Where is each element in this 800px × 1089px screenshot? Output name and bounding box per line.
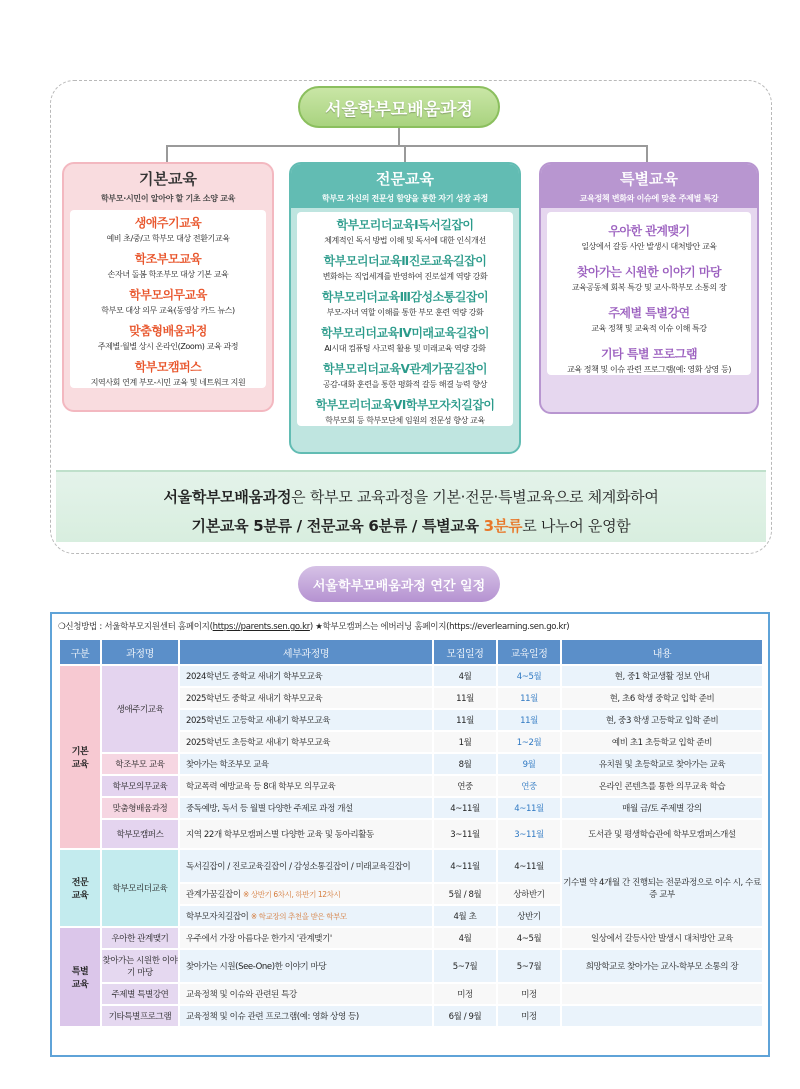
content-cell: 예비 초1 초등학교 입학 준비 [562,732,762,752]
edu-cell: 11월 [498,688,560,708]
table-header-row [60,640,762,664]
category-item: 학부모의무교육 학부모 대상 의무 교육(동영상 카드 뉴스) [101,288,235,315]
content-cell: 도서관 및 평생학습관에 학부모캠퍼스개설 [562,820,762,848]
category-item: 학부모캠퍼스 지역사회 연계 부모-시민 교육 및 네트워크 지원 [90,360,246,387]
category-professional [289,162,521,454]
edu-cell: 4~5월 [498,928,560,948]
content-cell: 현, 중1 학교생활 정보 안내 [562,666,762,686]
tree-connector [404,145,406,162]
detail-cell: 2024학년도 중학교 새내기 학부모교육 [180,666,432,686]
recruit-cell: 미정 [434,984,496,1004]
content-cell: 온라인 콘텐츠를 통한 의무교육 학습 [562,776,762,796]
edu-cell: 5~7월 [498,950,560,982]
edu-cell: 3~11월 [498,820,560,848]
tree-connector [646,145,648,162]
detail-cell: 찾아가는 시원(See-One)한 이야기 마당 [180,950,432,982]
category-item: 기타 특별 프로그램 교육 정책 및 이슈 관련 프로그램(예: 영화 상영 등) [566,347,732,374]
header-cell: 모집일정 [434,640,496,664]
content-cell: 현, 초6 학생 중학교 입학 준비 [562,688,762,708]
category-title: 특별교육 [620,170,678,188]
course-cell: 기타특별프로그램 [102,1006,178,1026]
recruit-cell: 5월 / 8월 [434,884,496,904]
edu-cell: 연중 [498,776,560,796]
content-cell: 기수별 약 4개월 간 진행되는 전문과정으로 이수 시, 수료증 교부 [562,850,762,926]
course-cell: 생애주기교육 [102,666,178,752]
schedule-table [50,612,770,1057]
tree-connector [166,145,648,147]
content-cell: 매월 금/토 주제별 강의 [562,798,762,818]
header-cell: 세부과정명 [180,640,432,664]
detail-cell: 독서길잡이 / 진로교육길잡이 / 감성소통길잡이 / 미래교육길잡이 [180,850,432,882]
table-row [60,820,762,848]
summary-line-2: 기본교육 5분류 / 전문교육 6분류 / 특별교육 3분류로 나누어 운영함 [191,517,631,535]
category-subtitle: 학부모 자신의 전문성 함양을 통한 자기 성장 과정 [322,194,488,203]
course-cell: 학부모리더교육 [102,850,178,926]
course-cell: 학조부모 교육 [102,754,178,774]
category-item: 학부모리더교육Ⅲ감성소통길잡이 부모-자녀 역할 이해를 통한 부모 훈련 역량 강화 [321,290,489,317]
category-item: 우아한 관계맺기 일상에서 갈등 사안 발생시 대처방안 교육 [581,224,717,251]
header-cell: 과정명 [102,640,178,664]
application-method: ❍신청방법 : 서울학부모지원센터 홈페이지(https://parents.sen.go.kr) ★학부모캠퍼스는 에버러닝 홈페이지(https://everlearning.sen.go.kr) [58,622,570,632]
table-row [60,754,762,774]
recruit-cell: 연중 [434,776,496,796]
detail-cell: 2025학년도 고등학교 새내기 학부모교육 [180,710,432,730]
content-cell: 현, 중3 학생 고등학교 입학 준비 [562,710,762,730]
content-cell [562,1006,762,1026]
category-item: 학부모리더교육Ⅴ관계가꿈길잡이 공감-대화 훈련을 통한 평화적 갈등 해결 능력 향상 [322,362,488,389]
category-subtitle: 학부모·시민이 알아야 할 기초 소양 교육 [100,194,235,203]
category-item: 맞춤형배움과정 주제별·월별 상시 온라인(Zoom) 교육 과정 [97,324,239,351]
category-item: 찾아가는 시원한 이야기 마당 교육공동체 회복 특강 및 교사-학부모 소통의 장 [571,265,727,292]
course-cell: 맞춤형배움과정 [102,798,178,818]
detail-cell: 학교폭력 예방교육 등 8대 학부모 의무교육 [180,776,432,796]
group-cell: 전문 교육 [60,850,100,926]
detail-cell: 2025학년도 초등학교 새내기 학부모교육 [180,732,432,752]
edu-cell: 9월 [498,754,560,774]
detail-cell: 교육정책 및 이슈 관련 프로그램(예: 영화 상영 등) [180,1006,432,1026]
detail-cell: 지역 22개 학부모캠퍼스별 다양한 교육 및 동아리활동 [180,820,432,848]
recruit-cell: 8월 [434,754,496,774]
category-item: 생애주기교육 예비 초/중/고 학부모 대상 전환기교육 [106,216,230,243]
group-cell: 특별 교육 [60,928,100,1026]
category-special [539,162,759,414]
category-item: 학부모리더교육Ⅰ독서길잡이 체계적인 독서 방법 이해 및 독서에 대한 인식개선 [324,218,486,245]
table-row [60,666,762,686]
recruit-cell: 6월 / 9월 [434,1006,496,1026]
recruit-cell: 5~7월 [434,950,496,982]
edu-cell: 상반기 [498,906,560,926]
detail-cell: 중독예방, 독서 등 월별 다양한 주제로 과정 개설 [180,798,432,818]
detail-cell: 관계가꿈길잡이 ※ 상반기 6차시, 하반기 12차시 [180,884,432,904]
table-row [60,950,762,982]
course-cell: 찾아가는 시원한 이야기 마당 [102,950,178,982]
header-cell: 구분 [60,640,100,664]
edu-cell: 미정 [498,1006,560,1026]
course-cell: 학부모캠퍼스 [102,820,178,848]
recruit-cell: 4~11월 [434,798,496,818]
category-item: 학부모리더교육Ⅵ학부모자치길잡이 학부모회 등 학부모단체 임원의 전문성 향상 교육 [315,398,495,425]
tree-connector [166,145,168,162]
schedule-title: 서울학부모배움과정 연간 일정 [298,566,500,602]
recruit-cell: 4~11월 [434,850,496,882]
course-cell: 학부모의무교육 [102,776,178,796]
detail-cell: 학부모자치길잡이 ※ 학교장의 추천을 받은 학부모 [180,906,432,926]
tree-connector [398,128,400,146]
category-basic [62,162,274,412]
table-row [60,850,762,882]
content-cell: 희망학교로 찾아가는 교사-학부모 소통의 장 [562,950,762,982]
recruit-cell: 11월 [434,710,496,730]
recruit-cell: 4월 [434,928,496,948]
detail-cell: 교육정책 및 이슈와 관련된 특강 [180,984,432,1004]
recruit-cell: 11월 [434,688,496,708]
recruit-cell: 3~11월 [434,820,496,848]
recruit-cell: 1월 [434,732,496,752]
course-cell: 주제별 특별강연 [102,984,178,1004]
table-row [60,928,762,948]
detail-cell: 우주에서 가장 아름다운 한가지 '관계맺기' [180,928,432,948]
course-cell: 우아한 관계맺기 [102,928,178,948]
content-cell [562,984,762,1004]
summary-box [56,470,766,542]
content-cell: 일상에서 갈등사안 발생시 대처방안 교육 [562,928,762,948]
header-cell: 내용 [562,640,762,664]
group-cell: 기본 교육 [60,666,100,848]
edu-cell: 상하반기 [498,884,560,904]
edu-cell: 1~2월 [498,732,560,752]
category-item: 주제별 특별강연 교육 정책 및 교육적 이슈 이해 특강 [591,306,707,333]
edu-cell: 4~11월 [498,798,560,818]
category-title: 기본교육 [139,170,197,188]
content-cell: 유치원 및 초등학교로 찾아가는 교육 [562,754,762,774]
table-row [60,798,762,818]
detail-cell: 찾아가는 학조부모 교육 [180,754,432,774]
category-item: 학조부모교육 손자녀 돌봄 학조부모 대상 기본 교육 [107,252,229,279]
detail-cell: 2025학년도 중학교 새내기 학부모교육 [180,688,432,708]
category-item: 학부모리더교육Ⅳ미래교육길잡이 AI시대 컴퓨팅 사고력 활용 및 미래교육 역량 강화 [321,326,489,353]
edu-cell: 11월 [498,710,560,730]
table-row [60,984,762,1004]
category-subtitle: 교육정책 변화와 이슈에 맞춘 주제별 특강 [579,194,719,203]
recruit-cell: 4월 [434,666,496,686]
table-row [60,1006,762,1026]
category-item: 학부모리더교육Ⅱ진로교육길잡이 변화하는 직업세계를 반영하여 진로설계 역량 강화 [322,254,488,281]
recruit-cell: 4월 초 [434,906,496,926]
root-title: 서울학부모배움과정 [298,86,500,128]
table-row [60,776,762,796]
edu-cell: 미정 [498,984,560,1004]
schedule-grid [58,638,764,1028]
edu-cell: 4~5월 [498,666,560,686]
homepage-link[interactable]: https://parents.sen.go.kr [212,622,310,632]
category-title: 전문교육 [376,170,434,188]
header-cell: 교육일정 [498,640,560,664]
edu-cell: 4~11월 [498,850,560,882]
summary-line-1: 서울학부모배움과정은 학부모 교육과정을 기본·전문·특별교육으로 체계화하여 [163,488,659,506]
